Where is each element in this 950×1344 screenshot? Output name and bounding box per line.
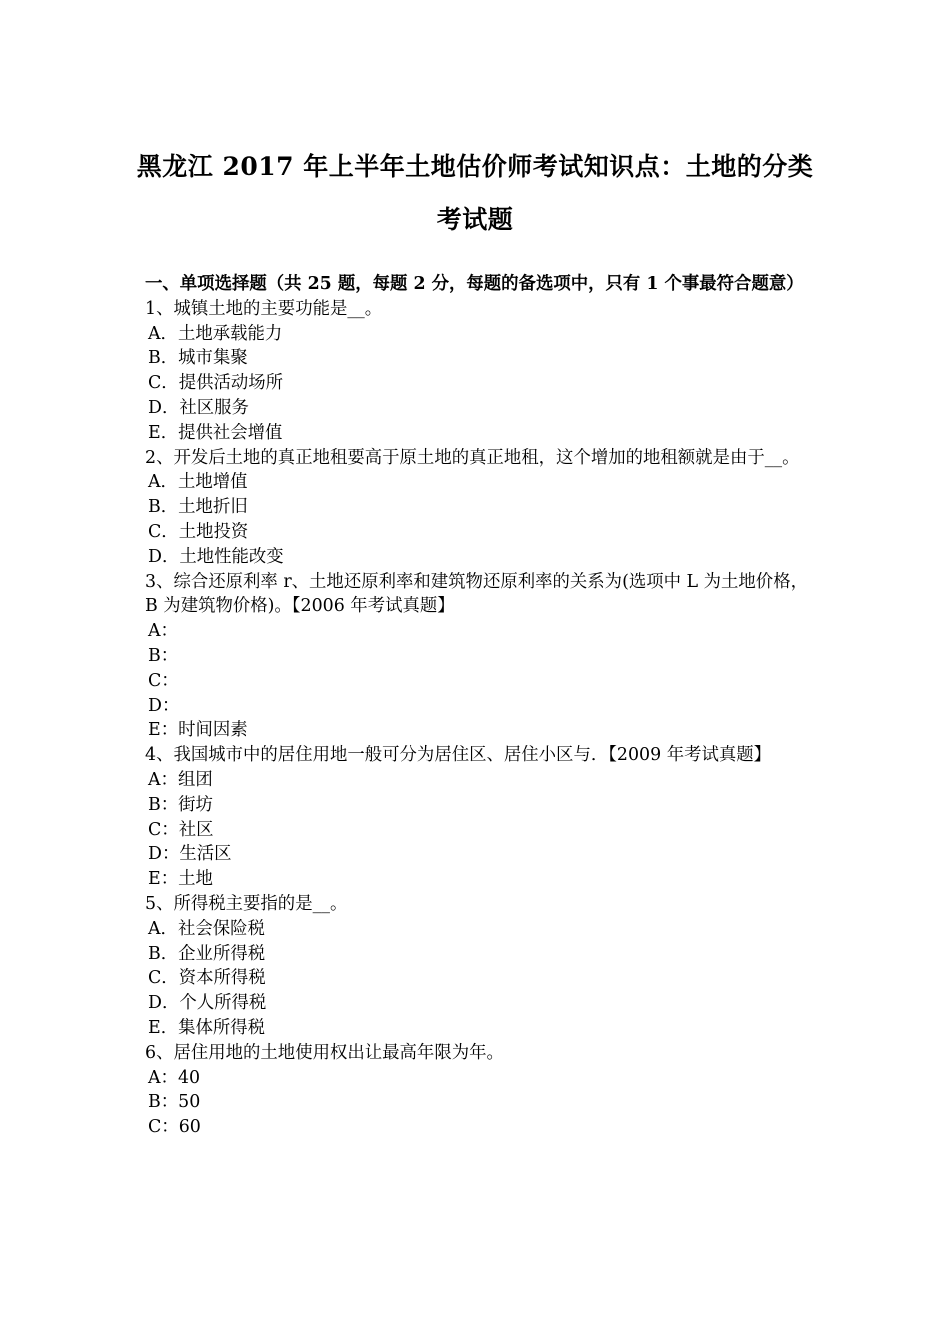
option: E：土地 <box>148 869 213 890</box>
document-title-line-1: 黑龙江 2017 年上半年土地估价师考试知识点：土地的分类 <box>136 152 814 181</box>
option: E．集体所得税 <box>148 1017 266 1038</box>
question-stem: 2、开发后土地的真正地租要高于原土地的真正地租，这个增加的地租额就是由于__。 <box>145 447 800 468</box>
section-heading: 一、单项选择题（共 25 题，每题 2 分，每题的备选项中，只有 1 个事最符合题意） <box>145 274 804 294</box>
option: C：60 <box>148 1117 201 1138</box>
document-title-line-2: 考试题 <box>436 205 514 234</box>
option: D： <box>148 695 180 716</box>
option: A．土地承载能力 <box>148 323 283 344</box>
option: D．个人所得税 <box>148 993 267 1014</box>
question-3 <box>145 570 810 744</box>
option: B．企业所得税 <box>148 943 266 964</box>
option: B．城市集聚 <box>148 348 248 369</box>
question-stem: 5、所得税主要指的是__。 <box>145 893 348 914</box>
option: A．社会保险税 <box>148 918 265 939</box>
question-stem: 6、居住用地的土地使用权出让最高年限为年。 <box>145 1042 504 1063</box>
option: B：街坊 <box>148 794 213 815</box>
option: A： <box>148 621 178 642</box>
option: E：时间因素 <box>148 720 248 741</box>
question-1 <box>145 297 810 446</box>
question-stem: 1、城镇土地的主要功能是__。 <box>145 298 383 319</box>
option: A：40 <box>148 1067 201 1088</box>
question-6 <box>145 1041 810 1140</box>
option: C： <box>148 670 179 691</box>
option: D．社区服务 <box>148 397 249 418</box>
option: C．土地投资 <box>148 521 249 542</box>
document-body <box>145 272 810 1140</box>
option: D：生活区 <box>148 844 232 865</box>
question-stem: 4、我国城市中的居住用地一般可分为居住区、居住小区与．【2009 年考试真题】 <box>145 745 772 766</box>
option: C．资本所得税 <box>148 968 266 989</box>
option: A：组团 <box>148 769 213 790</box>
question-stem: 3、综合还原利率 r、土地还原利率和建筑物还原利率的关系为(选项中 L 为土地价格，B 为建筑物价格)。【2006 年考试真题】 <box>145 571 808 617</box>
option: B．土地折旧 <box>148 497 248 518</box>
option: A．土地增值 <box>148 472 248 493</box>
option: C．提供活动场所 <box>148 373 284 394</box>
question-4 <box>145 743 810 892</box>
option: C：社区 <box>148 819 214 840</box>
option: B：50 <box>148 1092 201 1113</box>
option: D．土地性能改变 <box>148 546 284 567</box>
option: E．提供社会增值 <box>148 422 283 443</box>
question-5 <box>145 892 810 1041</box>
question-2 <box>145 446 810 570</box>
option: B： <box>148 645 179 666</box>
